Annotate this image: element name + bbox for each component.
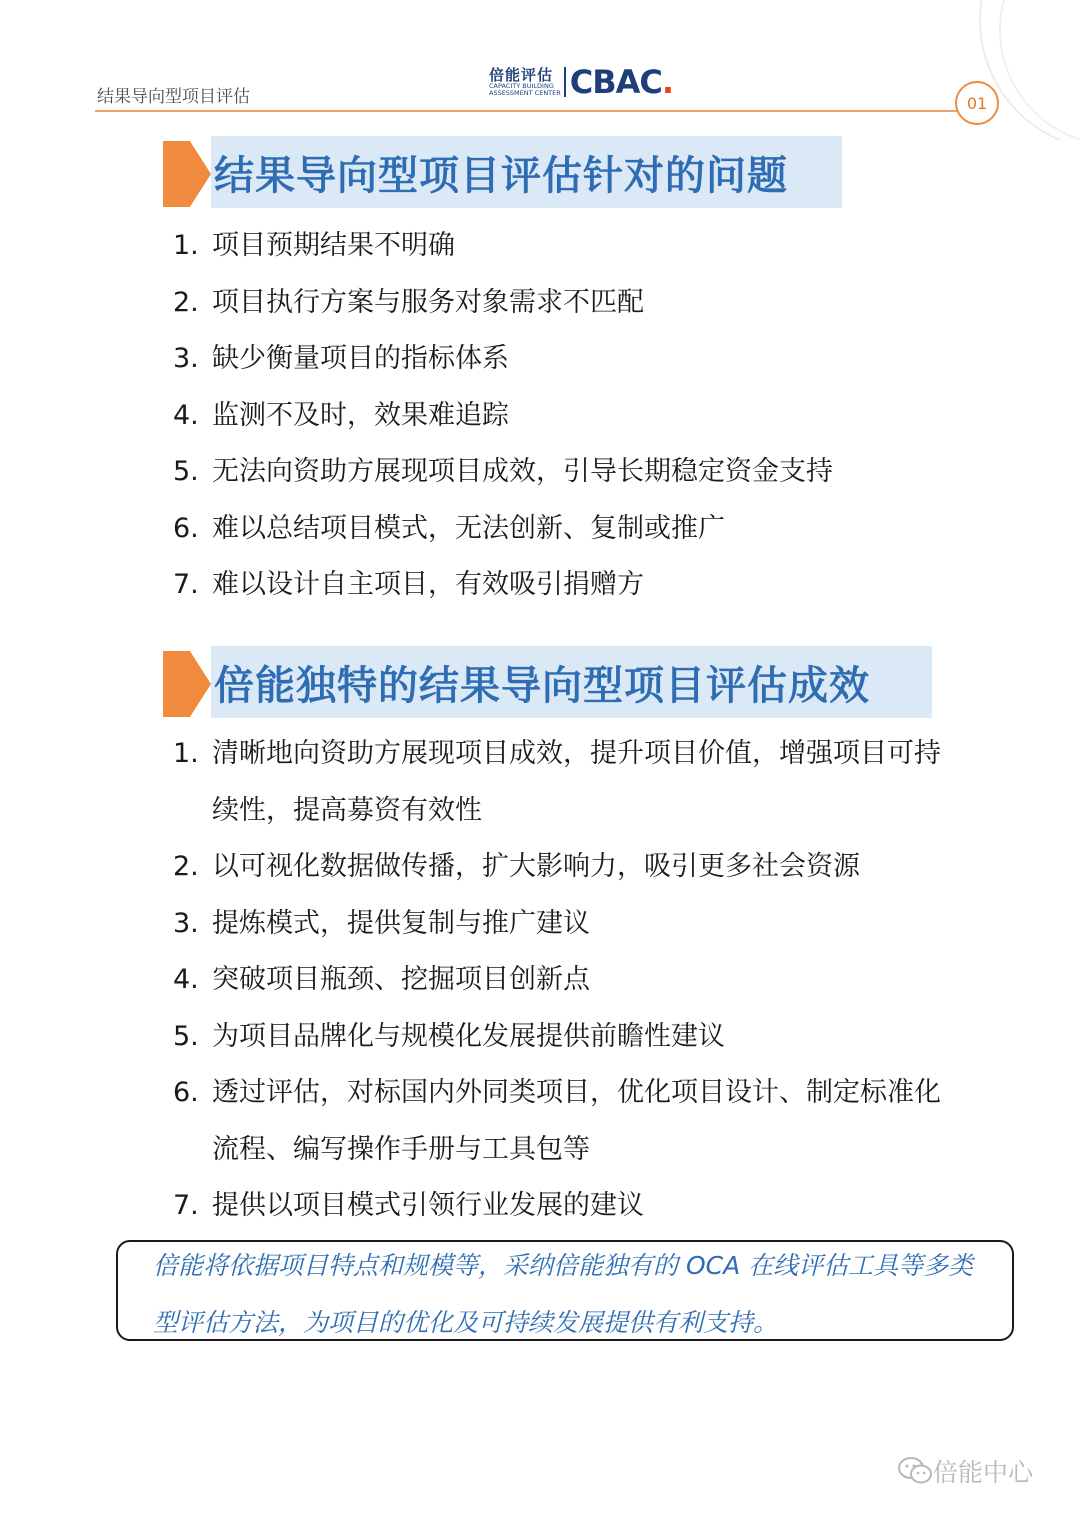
section1-heading-text: 结果导向型项目评估针对的问题 bbox=[214, 152, 788, 199]
list-item bbox=[173, 839, 941, 896]
list-item bbox=[173, 218, 833, 275]
section2-heading-text: 倍能独特的结果导向型项目评估成效 bbox=[214, 662, 870, 709]
header-rule bbox=[95, 110, 957, 112]
logo-separator bbox=[564, 67, 566, 97]
list-item-text: 清晰地向资助方展现项目成效，提升项目价值，增强项目可持 续性，提高募资有效性 bbox=[212, 738, 941, 826]
logo-text-block bbox=[489, 67, 561, 97]
section2-list bbox=[173, 726, 941, 1235]
list-item bbox=[173, 896, 941, 953]
list-item bbox=[173, 1009, 941, 1066]
cbac-logo bbox=[489, 63, 674, 101]
list-item-number: 5. bbox=[173, 1020, 199, 1052]
list-item-text: 难以设计自主项目，有效吸引捐赠方 bbox=[212, 569, 644, 600]
list-item bbox=[173, 444, 833, 501]
list-item-number: 4. bbox=[173, 399, 199, 431]
list-item bbox=[173, 331, 833, 388]
watermark-text: 倍能中心 bbox=[933, 1458, 1034, 1487]
list-item-number: 4. bbox=[173, 964, 199, 995]
section2-heading-bg bbox=[211, 646, 932, 718]
list-item-text: 缺少衡量项目的指标体系 bbox=[212, 343, 509, 374]
list-item-text: 监测不及时，效果难追踪 bbox=[212, 399, 509, 431]
list-item-number: 3. bbox=[173, 343, 199, 374]
note-text: 倍能将依据项目特点和规模等，采纳倍能独有的 OCA 在线评估工具等多类 型评估方法，为项目的优化及可持续发展提供有利支持。 bbox=[153, 1251, 974, 1337]
list-item bbox=[173, 726, 941, 839]
list-item-number: 2. bbox=[173, 286, 199, 318]
list-item-number: 6. bbox=[173, 1077, 199, 1108]
list-item-number: 1. bbox=[173, 230, 199, 261]
watermark bbox=[897, 1453, 1033, 1489]
list-item-number: 2. bbox=[173, 851, 199, 882]
list-item-text: 突破项目瓶颈、挖掘项目创新点 bbox=[212, 964, 590, 995]
list-item-text: 提炼模式，提供复制与推广建议 bbox=[212, 907, 590, 939]
page-number-badge bbox=[955, 81, 999, 125]
list-item bbox=[173, 557, 833, 614]
list-item bbox=[173, 1065, 941, 1178]
section1-list bbox=[173, 218, 833, 614]
list-item-text: 无法向资助方展现项目成效，引导长期稳定资金支持 bbox=[212, 456, 833, 487]
list-item-number: 7. bbox=[173, 1190, 199, 1221]
logo-mark-text: CBAC bbox=[569, 63, 662, 101]
list-item bbox=[173, 501, 833, 558]
orange-flag-icon bbox=[163, 651, 211, 717]
logo-cn: 倍能评估 bbox=[489, 66, 554, 84]
section1-heading-bg bbox=[211, 136, 842, 208]
list-item-number: 1. bbox=[173, 738, 199, 769]
list-item-text: 难以总结项目模式，无法创新、复制或推广 bbox=[212, 512, 725, 544]
list-item bbox=[173, 275, 833, 332]
logo-en-line1: CAPACITY BUILDING bbox=[489, 82, 554, 90]
header-title: 结果导向型项目评估 bbox=[97, 87, 250, 107]
page-number: 01 bbox=[966, 93, 988, 113]
list-item-number: 5. bbox=[173, 456, 199, 487]
orange-flag-icon bbox=[163, 141, 211, 207]
list-item-number: 7. bbox=[173, 569, 199, 600]
wechat-icon bbox=[897, 1456, 933, 1486]
logo-en-line2: ASSESSMENT CENTER bbox=[489, 89, 561, 97]
list-item-text: 提供以项目模式引领行业发展的建议 bbox=[212, 1190, 644, 1221]
logo-mark bbox=[569, 63, 674, 101]
list-item-text: 项目执行方案与服务对象需求不匹配 bbox=[212, 286, 644, 318]
list-item-text: 项目预期结果不明确 bbox=[212, 230, 455, 261]
list-item bbox=[173, 1178, 941, 1235]
list-item-text: 透过评估，对标国内外同类项目，优化项目设计、制定标准化 流程、编写操作手册与工具包等 bbox=[212, 1077, 941, 1165]
list-item-number: 3. bbox=[173, 907, 199, 939]
list-item-text: 为项目品牌化与规模化发展提供前瞻性建议 bbox=[212, 1020, 725, 1052]
list-item bbox=[173, 952, 941, 1009]
list-item bbox=[173, 388, 833, 445]
logo-mark-dot: . bbox=[661, 63, 674, 101]
list-item-number: 6. bbox=[173, 512, 199, 544]
list-item-text: 以可视化数据做传播，扩大影响力，吸引更多社会资源 bbox=[212, 851, 860, 882]
